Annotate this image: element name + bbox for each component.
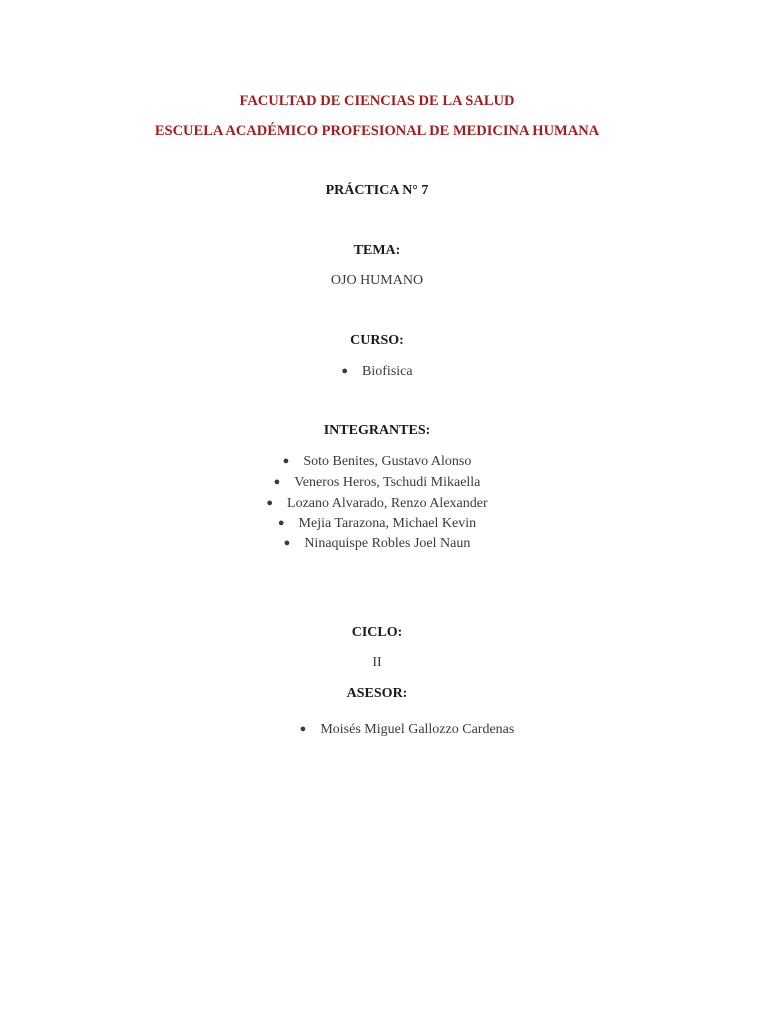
bullet-icon: ● xyxy=(341,365,349,377)
integrante-item xyxy=(0,514,754,533)
integrante-name: Mejia Tarazona, Michael Kevin xyxy=(298,516,477,531)
tema-value: OJO HUMANO xyxy=(330,273,424,288)
integrante-name: Veneros Heros, Tschudi Mikaella xyxy=(294,475,481,490)
integrante-name: Lozano Alvarado, Renzo Alexander xyxy=(287,496,488,511)
faculty-title: FACULTAD DE CIENCIAS DE LA SALUD xyxy=(239,93,515,109)
asesor-item xyxy=(0,720,768,739)
bullet-icon: ● xyxy=(273,476,281,488)
school-title: ESCUELA ACADÉMICO PROFESIONAL DE MEDICINA HUMANA xyxy=(154,123,600,139)
bullet-icon: ● xyxy=(283,537,291,549)
asesor-label: ASESOR: xyxy=(346,686,408,701)
integrante-item xyxy=(0,494,754,513)
bullet-icon: ● xyxy=(266,497,274,509)
curso-item-text: Biofisica xyxy=(362,364,413,379)
integrante-item xyxy=(0,534,754,553)
bullet-icon: ● xyxy=(299,723,307,735)
integrante-item xyxy=(0,452,754,471)
bullet-icon: ● xyxy=(282,455,290,467)
practice-title: PRÁCTICA N° 7 xyxy=(325,183,429,198)
tema-label: TEMA: xyxy=(353,243,401,258)
ciclo-label: CICLO: xyxy=(351,625,403,640)
asesor-name: Moisés Miguel Gallozzo Cardenas xyxy=(320,722,515,737)
integrantes-label: INTEGRANTES: xyxy=(323,423,431,438)
bullet-icon: ● xyxy=(277,517,285,529)
curso-item xyxy=(0,362,754,381)
ciclo-value: II xyxy=(372,655,382,670)
curso-label: CURSO: xyxy=(350,333,404,348)
integrante-name: Ninaquispe Robles Joel Naun xyxy=(304,536,471,551)
integrante-name: Soto Benites, Gustavo Alonso xyxy=(303,454,472,469)
integrante-item xyxy=(0,473,754,492)
